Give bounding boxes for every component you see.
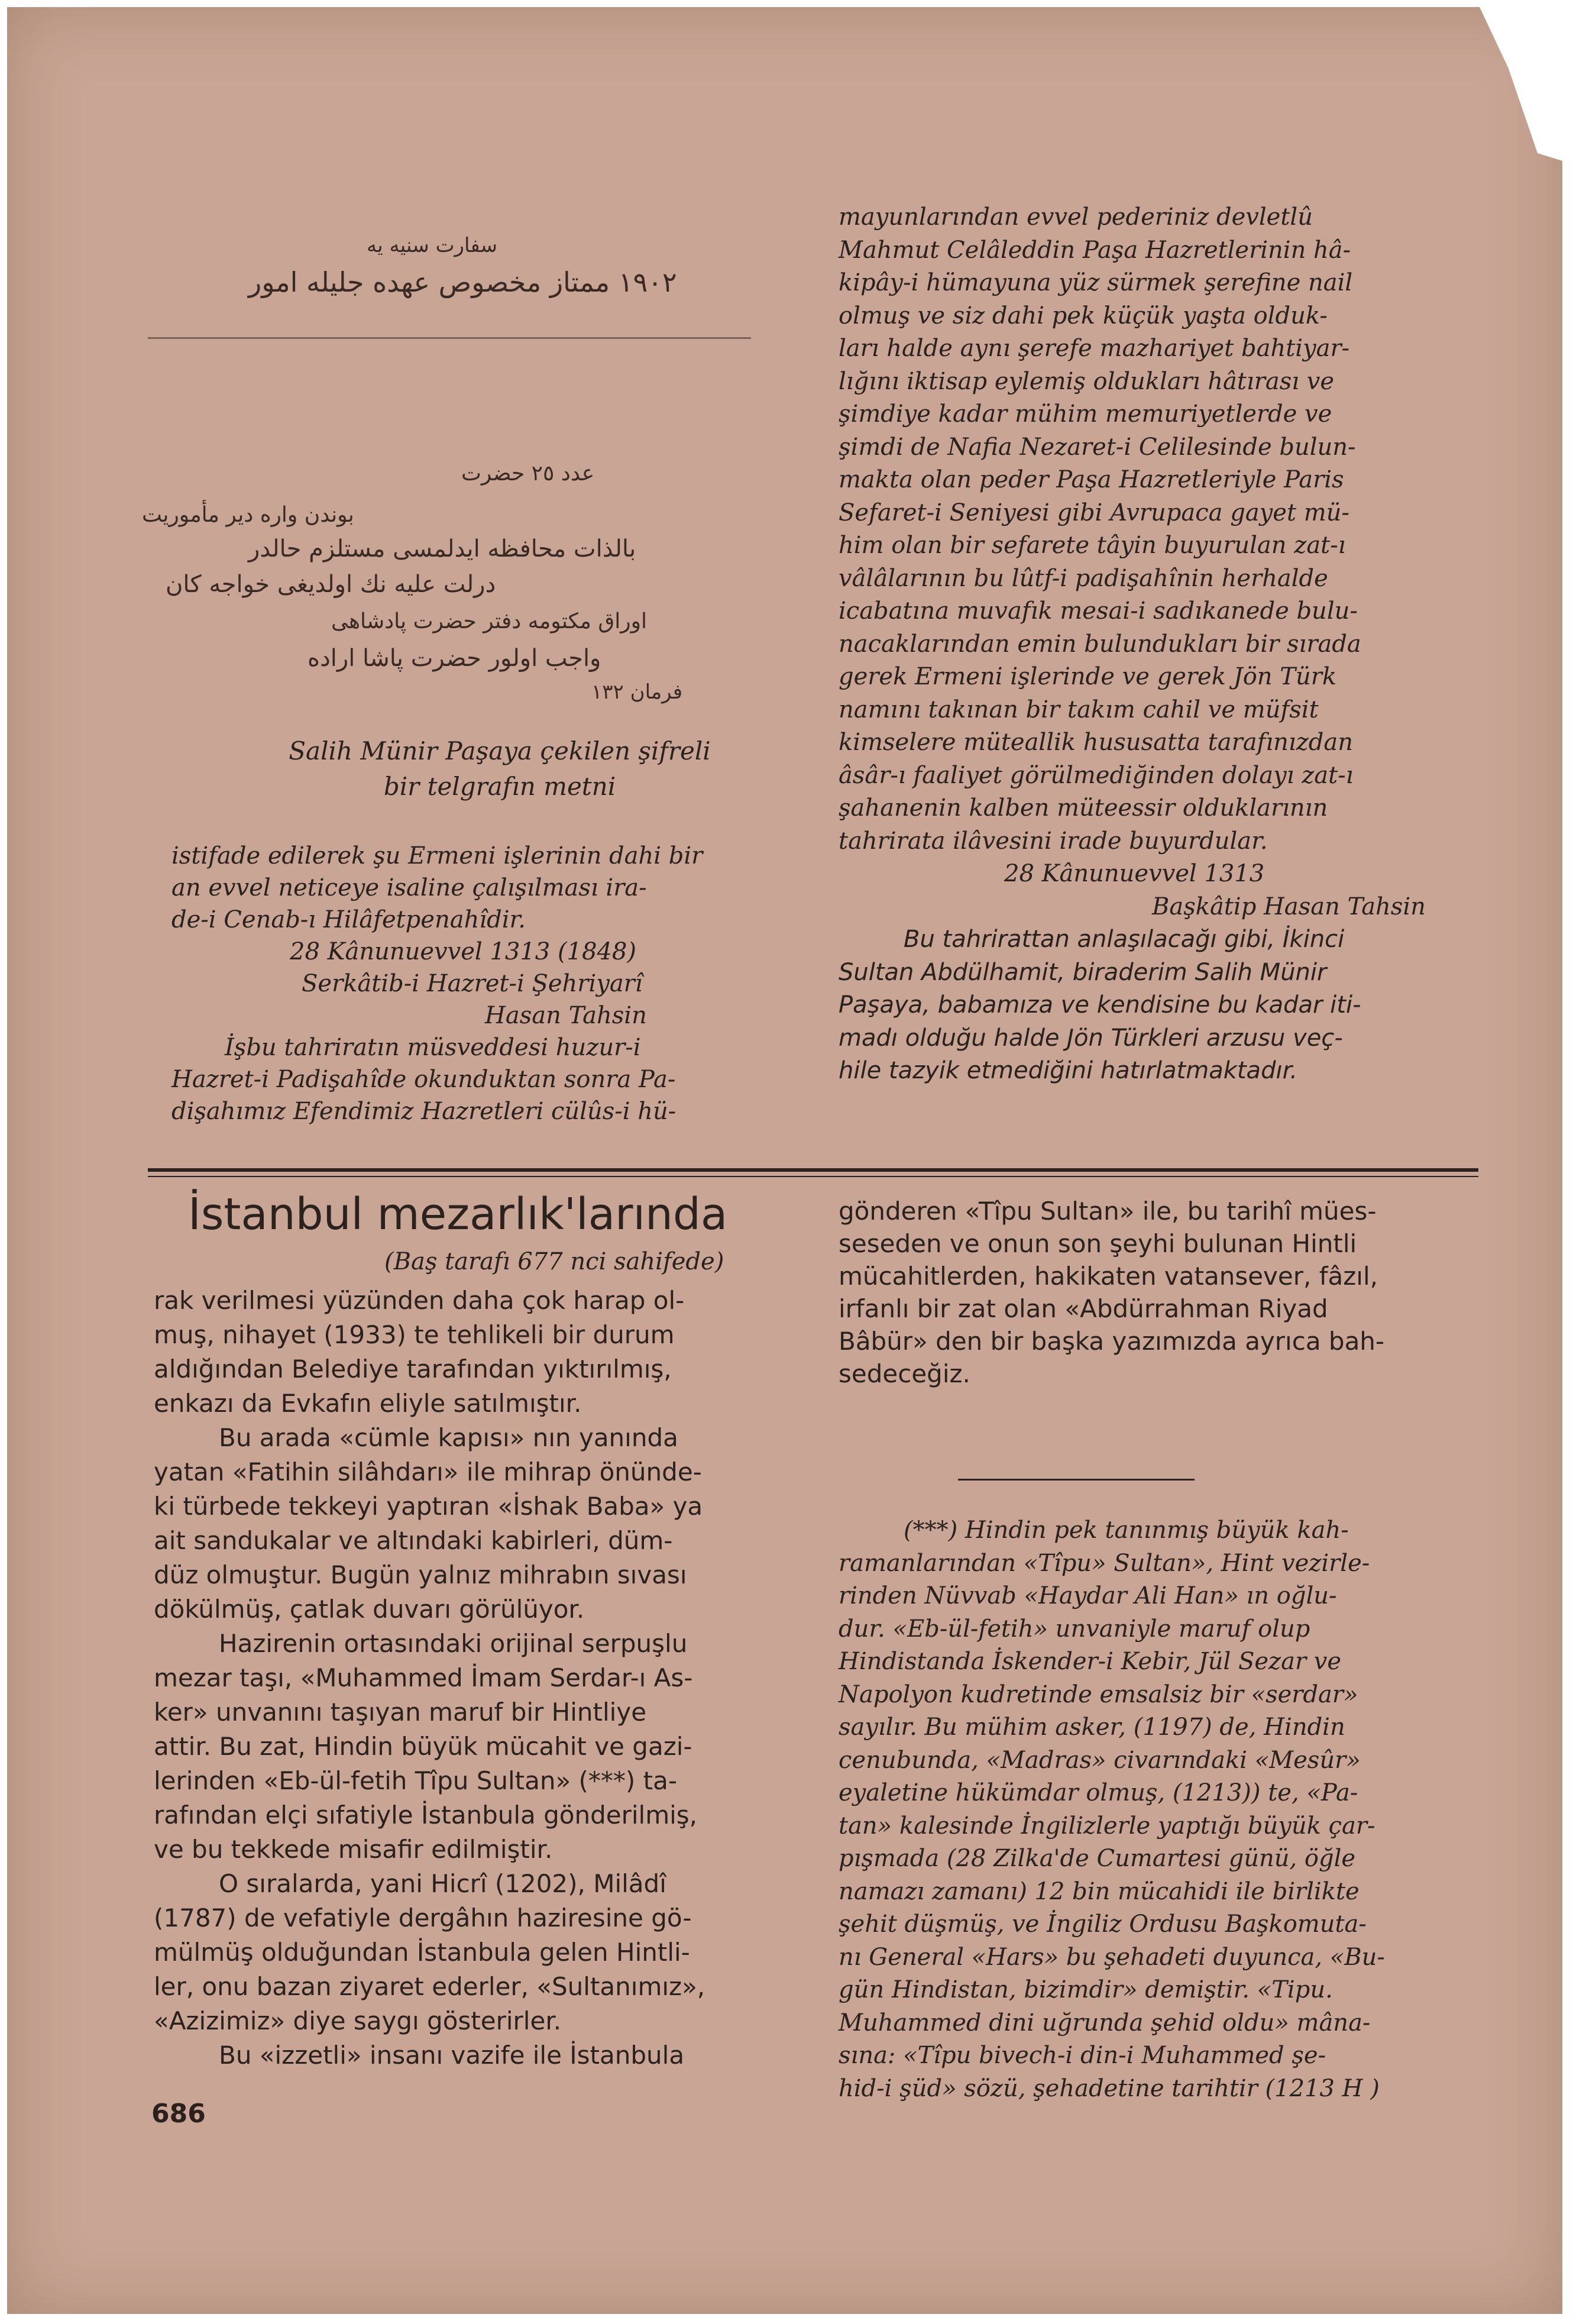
text-line: aldığından Belediye tarafından yıktırılmış,	[154, 1355, 672, 1384]
text-line: kimselere müteallik hususatta tarafınızdan	[839, 729, 1353, 756]
page-number: 686	[151, 2099, 206, 2129]
text-line: ker» unvanını taşıyan maruf bir Hintliye	[154, 1698, 647, 1727]
text-line: lerinden «Eb-ül-fetih Tîpu Sultan» (***) ta-	[154, 1766, 678, 1795]
ottoman-line: ﺳﻔﺎﺭﺕ ﺳﻨﻴﻪ ﻳﻪ	[367, 234, 498, 257]
text-line: mezar taşı, «Muhammed İmam Serdar-ı As-	[154, 1663, 693, 1692]
text-line: namını takınan bir takım cahil ve müfsit	[839, 696, 1319, 723]
left-bottom-column	[154, 1284, 798, 2073]
section-divider	[148, 1168, 1478, 1172]
text-line: Bâbür» den bir başka yazımızda ayrıca bah-	[839, 1327, 1385, 1356]
text-line: İşbu tahriratın müsveddesi huzur-i	[225, 1034, 641, 1061]
footnote-line: şehit düşmüş, ve İngiliz Ordusu Başkomuta-	[839, 1911, 1367, 1938]
text-line: madı olduğu halde Jön Türkleri arzusu veç-	[839, 1024, 1343, 1052]
text-line: mayunlarından evvel pederiniz devletlû	[839, 203, 1313, 231]
footnote	[839, 1514, 1477, 2105]
text-line: Bu «izzetli» insanı vazife ile İstanbula	[219, 2041, 685, 2070]
text-line: ler, onu bazan ziyaret ederler, «Sultanımız»,	[154, 1972, 705, 2001]
text-line: Hazirenin ortasındaki orijinal serpuşlu	[219, 1629, 688, 1658]
ottoman-line: ١٩٠٢ ﻣﻤﺘﺎﺯ ﻣﺨﺼﻮﺹ ﻋﻬﺪﻩ ﺟﻠﻴﻠﻪ ﺍﻣﻮﺭ	[248, 266, 677, 298]
footnote-line: tan» kalesinde İngilizlerle yaptığı büyük çar-	[839, 1812, 1375, 1840]
text-line: mücahitlerden, hakikaten vatansever, fâzıl,	[839, 1262, 1378, 1291]
image-caption: Salih Münir Paşaya çekilen şifreli bir telgrafın metni	[289, 736, 711, 801]
signature-line: Başkâtip Hasan Tahsin	[1152, 893, 1426, 920]
ottoman-line: ﺩﺭﻟﺖ ﻋﻠﻴﻪ ﻧﻚ ﺍﻭﻟﺪﻳﻐﻰ ﺧﻮﺍﺟﻪ ﻛﺎﻥ	[166, 571, 496, 598]
text-line: ki türbede tekkeyi yaptıran «İshak Baba» ya	[154, 1492, 703, 1521]
ottoman-line: ﺍﻭﺭﺍﻕ ﻣﻜﺘﻮﻣﻪ ﺩﻓﺘﺮ ﺣﻀﺮﺕ ﭘﺎﺩﺷﺎﻫﻰ	[331, 609, 648, 633]
text-line: Sultan Abdülhamit, biraderim Salih Münir	[839, 958, 1327, 986]
footnote-line: gün Hindistan, bizimdir» demiştir. «Tipu.	[839, 1976, 1333, 2003]
footnote-line: Napolyon kudretinde emsalsiz bir «serdar»	[839, 1680, 1358, 1708]
footnote-line: Muhammed dini uğrunda şehid oldu» mâna-	[839, 2009, 1371, 2037]
section-divider-thin	[148, 1176, 1478, 1177]
text-line: Paşaya, babamıza ve kendisine bu kadar iti-	[839, 991, 1361, 1019]
text-line: şimdi de Nafia Nezaret-i Celilesinde bulun-	[839, 433, 1356, 461]
text-line: vâlâlarının bu lûtf-i padişahînin herhalde	[839, 564, 1328, 592]
ottoman-line: ﺑﺎﻟﺬﺍﺕ ﻣﺤﺎﻓﻈﻪ ﺍﻳﺪﻟﻤﺴﻰ ﻣﺴﺘﻠﺰﻡ ﺣﺎﻟﺪﺭ	[248, 535, 636, 563]
text-line: attir. Bu zat, Hindin büyük mücahit ve gazi-	[154, 1732, 692, 1761]
continuation-note: (Baş tarafı 677 nci sahifede)	[384, 1248, 724, 1275]
text-line: olmuş ve siz dahi pek küçük yaşta olduk-	[839, 302, 1328, 329]
ottoman-line: ﻋﺪﺩ ٢٥ ﺣﻀﺮﺕ	[461, 461, 595, 486]
text-line: nacaklarından emin bulundukları bir sırada	[839, 630, 1361, 658]
left-top-column	[171, 840, 798, 1127]
text-line: icabatına muvafık mesai-i sadıkanede bulu-	[839, 597, 1358, 625]
text-line: âsâr-ı faaliyet görülmediğinden dolayı zat-ı	[839, 761, 1354, 789]
text-line: ları halde aynı şerefe mazhariyet bahtiyar-	[839, 335, 1350, 362]
footnote-rule	[958, 1479, 1195, 1481]
text-line: ait sandukalar ve altındaki kabirleri, düm-	[154, 1526, 673, 1555]
text-line: irfanlı bir zat olan «Abdürrahman Riyad	[839, 1294, 1328, 1323]
text-line: «Azizimiz» diye saygı gösterirler.	[154, 2006, 562, 2035]
footnote-line: ramanlarından «Tîpu» Sultan», Hint vezirle-	[839, 1549, 1370, 1577]
text-line: (1787) de vefatiyle dergâhın haziresine gö-	[154, 1903, 692, 1932]
text-line: makta olan peder Paşa Hazretleriyle Paris	[839, 466, 1344, 493]
footnote-line: hid-i şüd» sözü, şehadetine tarihtir (1213 H )	[839, 2074, 1380, 2102]
text-line: mülmüş olduğundan İstanbula gelen Hintli-	[154, 1938, 690, 1967]
text-line: hile tazyik etmediğini hatırlatmaktadır.	[839, 1057, 1298, 1084]
footnote-line: pışmada (28 Zilka'de Cumartesi günü, öğle	[839, 1845, 1356, 1872]
text-line: kipây-i hümayuna yüz sürmek şerefine nail	[839, 269, 1353, 296]
footnote-line: Hindistanda İskender-i Kebir, Jül Sezar ve	[839, 1648, 1342, 1675]
text-line: ve bu tekkede misafir edilmiştir.	[154, 1835, 553, 1864]
ottoman-line: ﺑﻮﻧﺪﻥ ﻭﺍﺭﻩ ﺩﻳﺮ ﻣﺄﻣﻮﺭﻳﺖ	[142, 503, 354, 527]
text-line: an evvel neticeye isaline çalışılması ira-	[171, 874, 647, 901]
text-line: lığını iktisap eylemiş oldukları hâtırası ve	[839, 367, 1335, 395]
telegram-rule	[148, 337, 751, 339]
footnote-line: rinden Nüvvab «Haydar Ali Han» ın oğlu-	[839, 1582, 1337, 1609]
text-line: yatan «Fatihin silâhdarı» ile mihrap önünde-	[154, 1457, 702, 1486]
signature-title: Serkâtib-i Hazret-i Şehriyarî	[302, 970, 643, 997]
text-line: Mahmut Celâleddin Paşa Hazretlerinin hâ-	[839, 236, 1351, 264]
text-line: gerek Ermeni işlerinde ve gerek Jön Türk	[839, 663, 1337, 690]
footnote-line: sayılır. Bu mühim asker, (1197) de, Hindin	[839, 1714, 1345, 1741]
text-line: Bu arada «cümle kapısı» nın yanında	[219, 1423, 678, 1452]
ottoman-line: ﻓﺮﻣﺎﻥ ١٣٢	[591, 680, 683, 704]
text-line: rak verilmesi yüzünden daha çok harap ol-	[154, 1286, 685, 1315]
ottoman-line: ﻭﺍﺟﺐ ﺍﻭﻟﻮﺭ ﺣﻀﺮﺕ ﭘﺎﺷﺎ ﺍﺭﺍﺩﻩ	[308, 645, 601, 672]
text-line: O sıralarda, yani Hicrî (1202), Milâdî	[219, 1869, 666, 1898]
right-bottom-column	[839, 1195, 1477, 1390]
date-line: 28 Kânunuevvel 1313	[1004, 860, 1265, 887]
footnote-line: sına: «Tîpu bivech-i din-i Muhammed şe-	[839, 2042, 1326, 2069]
text-line: gönderen «Tîpu Sultan» ile, bu tarihî mües-	[839, 1197, 1377, 1226]
text-line: seseden ve onun son şeyhi bulunan Hintli	[839, 1229, 1357, 1258]
text-line: düz olmuştur. Bugün yalnız mihrabın sıvası	[154, 1560, 687, 1589]
text-line: de-i Cenab-ı Hilâfetpenahîdir.	[171, 906, 526, 933]
signature-name: Hasan Tahsin	[485, 1002, 647, 1029]
footnote-line: namazı zamanı) 12 bin mücahidi ile birlikte	[839, 1877, 1360, 1905]
text-line: şahanenin kalben müteessir olduklarının	[839, 794, 1328, 822]
footnote-line: eyaletine hükümdar olmuş, (1213)) te, «Pa-	[839, 1779, 1358, 1806]
text-line: istifade edilerek şu Ermeni işlerinin dahi bir	[171, 842, 703, 870]
right-top-column	[839, 201, 1477, 1088]
text-line: him olan bir sefarete tâyin buyurulan zat-ı	[839, 532, 1346, 559]
text-line: dökülmüş, çatlak duvarı görülüyor.	[154, 1595, 585, 1624]
text-line: dişahımız Efendimiz Hazretleri cülûs-i hü-	[171, 1098, 677, 1125]
text-line: Hazret-i Padişahîde okunduktan sonra Pa-	[171, 1066, 676, 1093]
text-line: muş, nihayet (1933) te tehlikeli bir durum	[154, 1320, 675, 1349]
commentary-paragraph	[839, 923, 1477, 1088]
text-line: Bu tahrirattan anlaşılacağı gibi, İkinci	[904, 926, 1345, 953]
text-line: enkazı da Evkafın eliyle satılmıştır.	[154, 1389, 582, 1418]
date-line: 28 Kânunuevvel 1313 (1848)	[290, 938, 636, 965]
text-line: rafından elçi sıfatiyle İstanbula gönderilmiş,	[154, 1801, 698, 1830]
footnote-line: dur. «Eb-ül-fetih» unvaniyle maruf olup	[839, 1615, 1310, 1643]
text-line: Sefaret-i Seniyesi gibi Avrupaca gayet mü-	[839, 499, 1349, 526]
text-line: sedeceğiz.	[839, 1359, 970, 1388]
footnote-line: cenubunda, «Madras» civarındaki «Mesûr»	[839, 1746, 1361, 1774]
article-heading: İstanbul mezarlık'larında	[188, 1189, 728, 1240]
text-line: tahrirata ilâvesini irade buyurdular.	[839, 827, 1268, 855]
footnote-line: (***) Hindin pek tanınmış büyük kah-	[904, 1517, 1349, 1544]
text-line: şimdiye kadar mühim memuriyetlerde ve	[839, 400, 1332, 428]
footnote-line: nı General «Hars» bu şehadeti duyunca, «Bu-	[839, 1943, 1385, 1971]
